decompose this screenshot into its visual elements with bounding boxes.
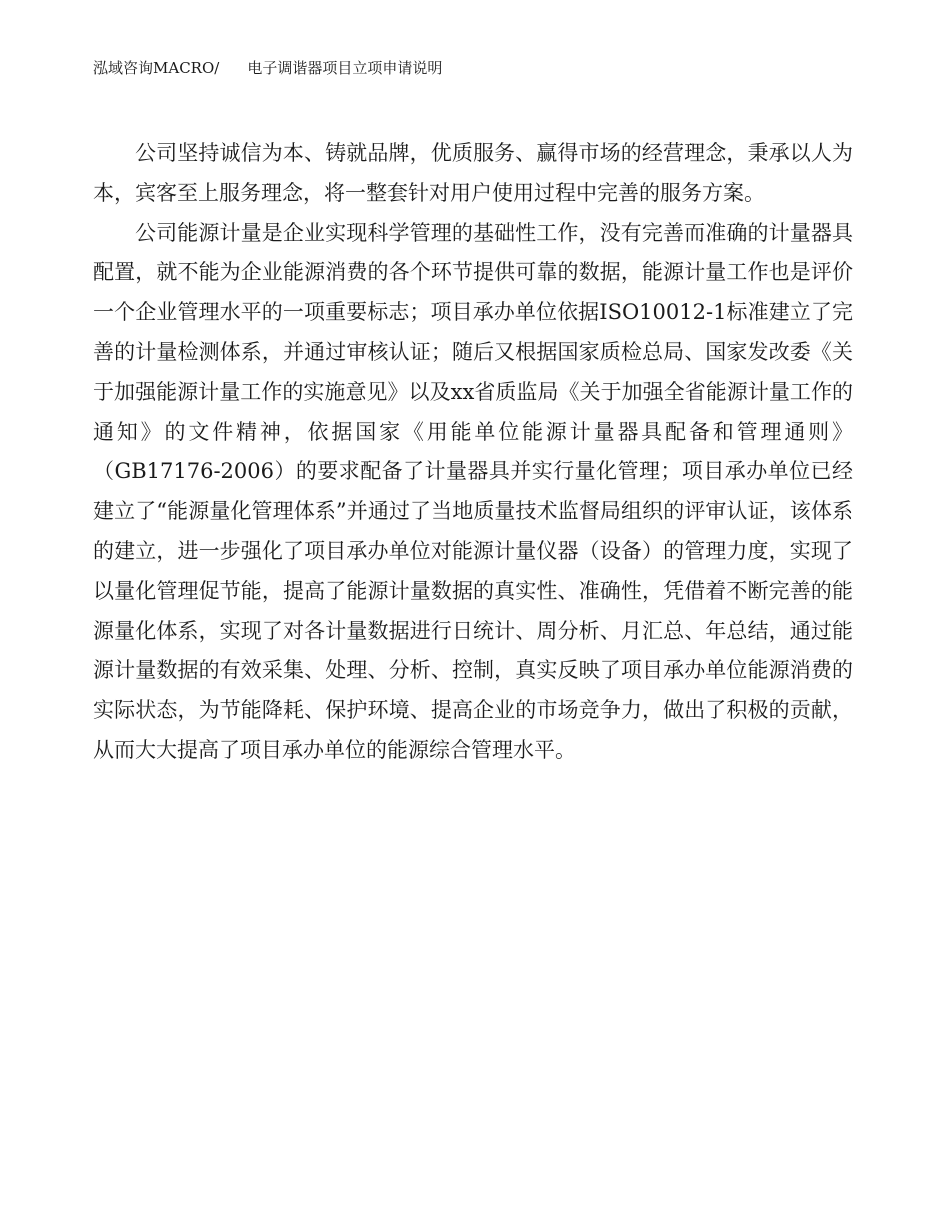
document-body (93, 134, 853, 771)
paragraph-2: 公司能源计量是企业实现科学管理的基础性工作，没有完善而准确的计量器具配置，就不能为企业能源消费的各个环节提供可靠的数据，能源计量工作也是评价一个企业管理水平的一项重要标志；项目承办单位依据ISO10012-1标准建立了完善的计量检测体系，并通过审核认证；随后又根据国家质检总局、国家发改委《关于加强能源计量工作的实施意见》以及xx省质监局《关于加强全省能源计量工作的通知》的文件精神，依据国家《用能单位能源计量器具配备和管理通则》（GB17176-2006）的要求配备了计量器具并实行量化管理；项目承办单位已经建立了“能源量化管理体系”并通过了当地质量技术监督局组织的评审认证，该体系的建立，进一步强化了项目承办单位对能源计量仪器（设备）的管理力度，实现了以量化管理促节能，提高了能源计量数据的真实性、准确性，凭借着不断完善的能源量化体系，实现了对各计量数据进行日统计、周分析、月汇总、年总结，通过能源计量数据的有效采集、处理、分析、控制，真实反映了项目承办单位能源消费的实际状态，为节能降耗、保护环境、提高企业的市场竞争力，做出了积极的贡献，从而大大提高了项目承办单位的能源综合管理水平。 (93, 220, 853, 762)
header-doc-title: 电子调谐器项目立项申请说明 (247, 59, 443, 77)
header-company: 泓域咨询MACRO/ (93, 59, 220, 77)
paragraph-1: 公司坚持诚信为本、铸就品牌，优质服务、赢得市场的经营理念，秉承以人为本，宾客至上服务理念，将一整套针对用户使用过程中完善的服务方案。 (93, 141, 853, 205)
page-header (93, 58, 442, 78)
